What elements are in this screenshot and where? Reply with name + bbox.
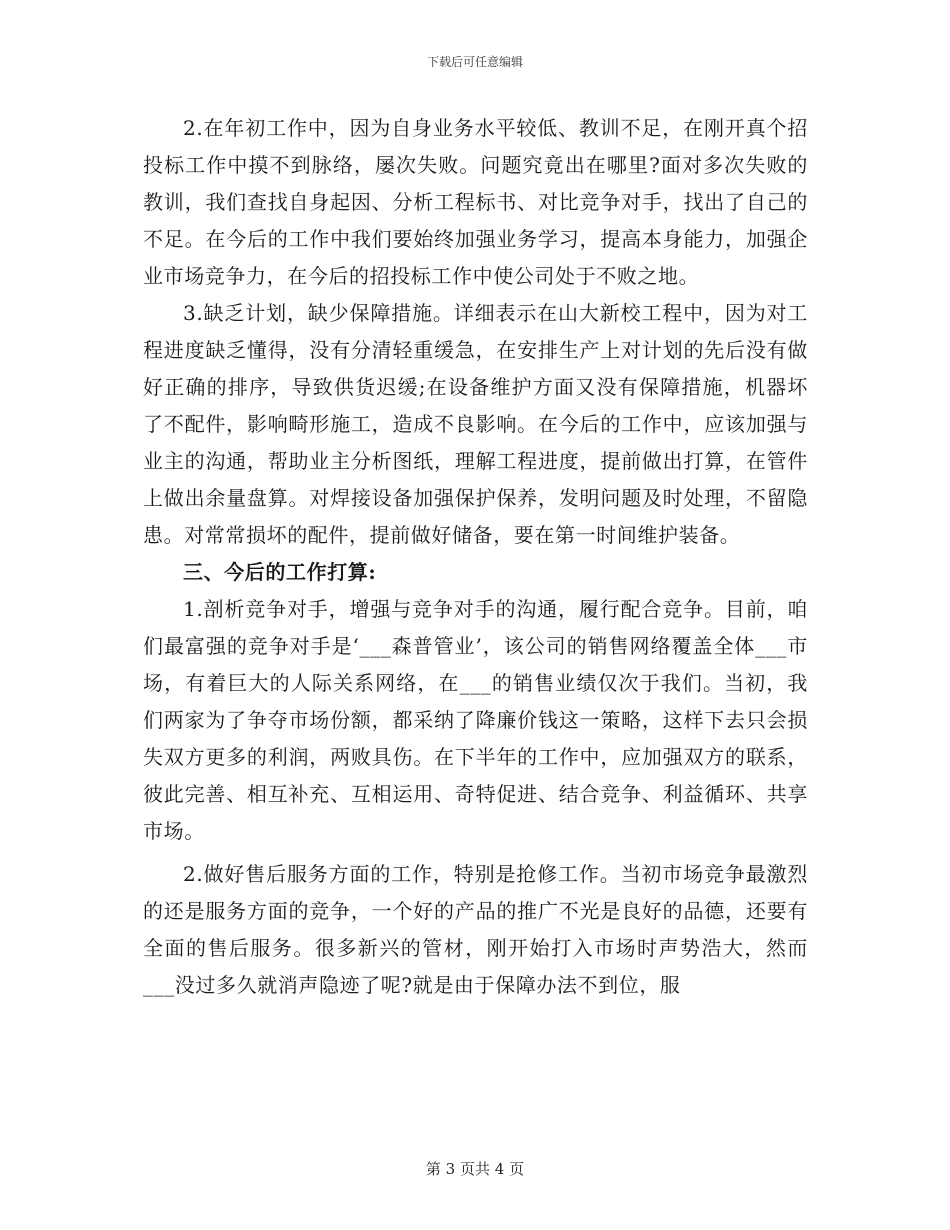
- paragraph-plan-2: 2.做好售后服务方面的工作，特别是抢修工作。当初市场竞争最激烈的还是服务方面的竞争，一个好的产品的推广不光是良好的品德，还要有全面的售后服务。很多新兴的管材，刚开始打入市场时声势浩大，然而___没过多久就消声隐迹了呢?就是由于保障办法不到位，服: [143, 862, 808, 997]
- section-heading-3: 三、今后的工作打算:: [183, 560, 377, 584]
- paragraph-item-3: 3.缺乏计划，缺少保障措施。详细表示在山大新校工程中，因为对工程进度缺乏懂得，没有分清轻重缓急，在安排生产上对计划的先后没有做好正确的排序，导致供货迟缓;在设备维护方面又没有保障措施，机器坏了不配件，影响畸形施工，造成不良影响。在今后的工作中，应该加强与业主的沟通，帮助业主分析图纸，理解工程进度，提前做出打算，在管件上做出余量盘算。对焊接设备加强保护保养，发明问题及时处理，不留隐患。对常常损坏的配件，提前做好储备，要在第一时间维护装备。: [143, 301, 808, 547]
- page-footer: 第 3 页共 4 页: [425, 1160, 525, 1178]
- paragraph-plan-1: 1.剖析竞争对手，增强与竞争对手的沟通，履行配合竞争。目前，咱们最富强的竞争对手是‘___森普管业’，该公司的销售网络覆盖全体___市场，有着巨大的人际关系网络，在___的销售业绩仅次于我们。当初，我们两家为了争夺市场份额，都采纳了降廉价钱这一策略，这样下去只会损失双方更多的利润，两败具伤。在下半年的工作中，应加强双方的联系，彼此完善、相互补充、互相运用、奇特促进、结合竞争、利益循环、共享市场。: [143, 597, 808, 843]
- document-body: [143, 110, 808, 1004]
- paragraph-item-2: 2.在年初工作中，因为自身业务水平较低、教训不足，在刚开真个招投标工作中摸不到脉络，屡次失败。问题究竟出在哪里?面对多次失败的教训，我们查找自身起因、分析工程标书、对比竞争对手，找出了自己的不足。在今后的工作中我们要始终加强业务学习，提高本身能力，加强企业市场竞争力，在今后的招投标工作中使公司处于不败之地。: [143, 116, 808, 288]
- page-header: 下载后可任意编辑: [426, 55, 523, 69]
